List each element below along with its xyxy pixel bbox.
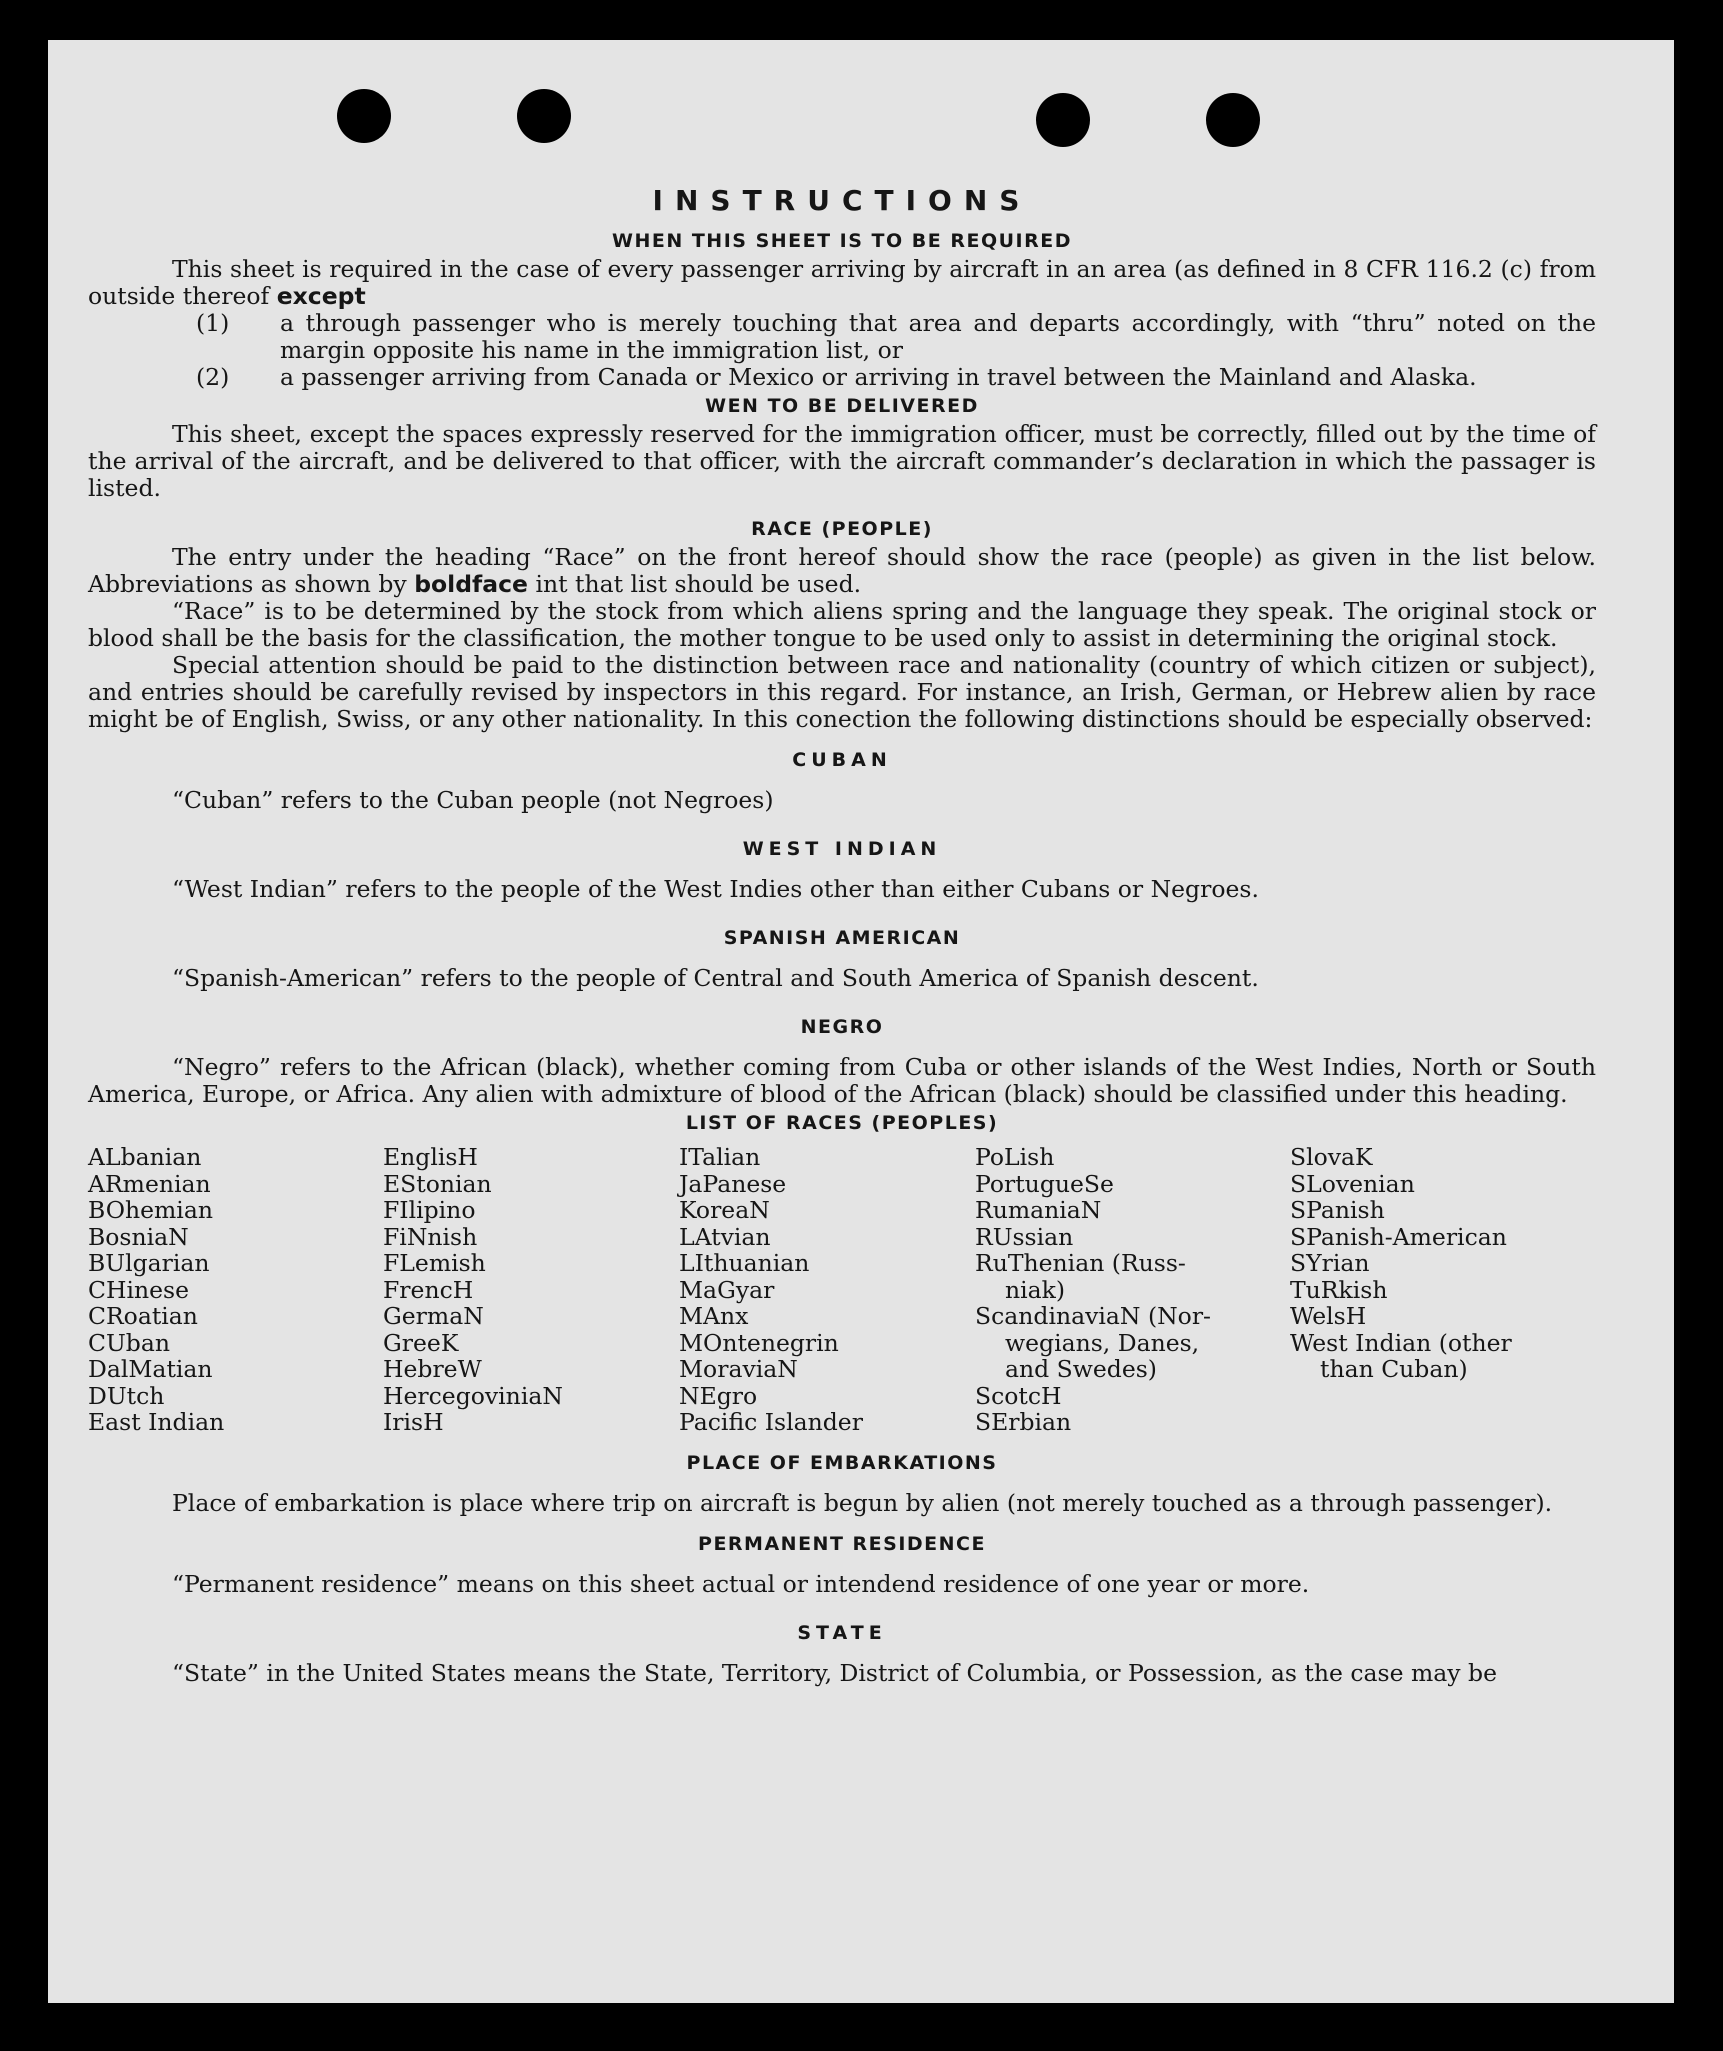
race-entry: EnglisH xyxy=(383,1143,478,1171)
race-entry: GreeK xyxy=(383,1328,459,1357)
race-entry: MAnx xyxy=(679,1302,749,1330)
west-indian-text: “West Indian” refers to the people of the West Indies other than either Cubans or Negroes. xyxy=(172,875,1259,903)
race-entry: PoLish xyxy=(975,1143,1055,1171)
race-entry: MOntenegrin xyxy=(679,1328,839,1357)
race-entry: niak) xyxy=(1005,1275,1066,1304)
races-column xyxy=(383,1144,679,1436)
race-entry: SPanish-American xyxy=(1290,1222,1507,1251)
race-entry: HebreW xyxy=(383,1355,482,1383)
race-entry: GermaN xyxy=(383,1302,484,1330)
race-paragraph: Special attention should be paid to the distinction between race and nationality (country of which citizen or subject), and entries should be carefully revised by inspectors in this regard. For instance, an Irish, German, or Hebrew alien by race might be of English, Swiss, or any other nationality. In this conection the following distinctions should be especially observed: xyxy=(88,651,1596,733)
race-entry: BOhemian xyxy=(88,1196,213,1224)
state-text: “State” in the United States means the State, Territory, District of Columbia, or Possession, as the case may be xyxy=(172,1658,1497,1687)
heading-embarkation: PLACE OF EMBARKATIONS xyxy=(686,1451,998,1474)
punch-hole xyxy=(337,89,391,143)
heading-cuban: CUBAN xyxy=(792,749,892,771)
bold-except: except xyxy=(276,282,366,310)
race-entry: and Swedes) xyxy=(1005,1355,1157,1383)
race-entry: LAtvian xyxy=(679,1222,771,1251)
race-entry: ARmenian xyxy=(88,1169,211,1198)
race-entry: FLemish xyxy=(383,1249,486,1277)
embarkation-text: Place of embarkation is place where trip on aircraft is begun by alien (not merely touched as a through passenger). xyxy=(172,1488,1553,1517)
heading-spanish-american: SPANISH AMERICAN xyxy=(723,927,961,949)
race-entry: wegians, Danes, xyxy=(1005,1328,1200,1357)
heading-when-delivered: WEN TO BE DELIVERED xyxy=(705,395,979,417)
race-entry: FIlipino xyxy=(383,1196,476,1224)
race-entry: BosniaN xyxy=(88,1222,189,1251)
race-entry: ALbanian xyxy=(88,1143,202,1171)
race-entry: CHinese xyxy=(88,1275,189,1304)
race-entry: KoreaN xyxy=(679,1196,770,1224)
heading-list-of-races: LIST OF RACES (PEOPLES) xyxy=(685,1112,999,1134)
heading-permanent-residence: PERMANENT RESIDENCE xyxy=(698,1532,986,1555)
race-entry: East Indian xyxy=(88,1408,225,1436)
list-item: (1) a through passenger who is merely touching that area and departs accordingly, with “thru” noted on the margin opposite his name in the immigration list, or xyxy=(196,309,1596,364)
race-entry: WelsH xyxy=(1290,1302,1367,1330)
race-entry: DUtch xyxy=(88,1381,165,1410)
when-delivered-text: This sheet, except the spaces expressly reserved for the immigration officer, must be correctly, filled out by the time of the arrival of the aircraft, and be delivered to that officer, with the aircraft commander’s declaration in which the passager is listed. xyxy=(88,420,1596,502)
permanent-residence-text: “Permanent residence” means on this sheet actual or intendend residence of one year or more. xyxy=(172,1569,1310,1598)
races-column xyxy=(679,1144,975,1436)
heading-negro: NEGRO xyxy=(800,1016,884,1038)
punch-hole xyxy=(517,89,571,143)
heading-race: RACE (PEOPLE) xyxy=(751,518,933,540)
punch-hole xyxy=(1036,93,1090,147)
races-column xyxy=(88,1144,383,1436)
race-entry: EStonian xyxy=(383,1169,492,1198)
negro-text: “Negro” refers to the African (black), whether coming from Cuba or other islands of the West Indies, North or South America, Europe, or Africa. Any alien with admixture of blood of the African (black) should be classified under this heading. xyxy=(88,1053,1596,1108)
race-entry: than Cuban) xyxy=(1320,1355,1468,1383)
race-entry: Pacific Islander xyxy=(679,1408,863,1436)
race-entry: FiNnish xyxy=(383,1222,478,1251)
race-entry: SPanish xyxy=(1290,1196,1385,1224)
race-entry: DalMatian xyxy=(88,1355,213,1383)
heading-state: STATE xyxy=(797,1621,887,1644)
race-entry: ScandinaviaN (Nor- xyxy=(975,1302,1211,1330)
race-entry: MoraviaN xyxy=(679,1355,798,1383)
race-entry: RuThenian (Russ- xyxy=(975,1249,1186,1277)
races-list xyxy=(88,1144,1596,1436)
punch-hole xyxy=(1206,93,1260,147)
spanish-american-text: “Spanish-American” refers to the people of Central and South America of Spanish descent. xyxy=(172,964,1259,992)
race-entry: IrisH xyxy=(383,1408,444,1436)
race-entry: SLovenian xyxy=(1290,1169,1415,1198)
race-entry: MaGyar xyxy=(679,1275,775,1304)
document-page xyxy=(48,40,1674,2003)
heading-when-required: WHEN THIS SHEET IS TO BE REQUIRED xyxy=(611,230,1072,252)
race-entry: West Indian (other xyxy=(1290,1328,1512,1357)
race-entry: RumaniaN xyxy=(975,1196,1102,1224)
race-entry: NEgro xyxy=(679,1381,758,1410)
race-entry: RUssian xyxy=(975,1222,1074,1251)
race-entry: LIthuanian xyxy=(679,1249,810,1277)
race-entry: FrencH xyxy=(383,1275,474,1304)
races-column xyxy=(975,1144,1290,1436)
race-entry: PortugueSe xyxy=(975,1169,1114,1198)
heading-west-indian: WEST INDIAN xyxy=(742,838,942,860)
races-column xyxy=(1290,1144,1596,1436)
race-entry: TuRkish xyxy=(1290,1275,1388,1304)
document-body xyxy=(88,184,1596,1687)
cuban-text: “Cuban” refers to the Cuban people (not Negroes) xyxy=(172,786,774,814)
race-entry: CUban xyxy=(88,1328,170,1357)
race-paragraph: “Race” is to be determined by the stock from which aliens spring and the language they speak. The original stock or blood shall be the basis for the classification, the mother tongue to be used only to assist in determining the original stock. xyxy=(88,597,1596,652)
race-entry: CRoatian xyxy=(88,1302,198,1330)
race-entry: BUlgarian xyxy=(88,1249,210,1277)
document-title: INSTRUCTIONS xyxy=(652,184,1032,217)
when-required-intro: This sheet is required in the case of every passenger arriving by aircraft in an area (as defined in 8 CFR 116.2 (c) from outside thereof except xyxy=(88,255,1596,310)
race-entry: ScotcH xyxy=(975,1381,1062,1410)
race-entry: SYrian xyxy=(1290,1249,1370,1277)
race-paragraph: The entry under the heading “Race” on the front hereof should show the race (people) as given in the list below. Abbreviations as shown by boldface int that list should be used. xyxy=(88,543,1596,598)
race-entry: SErbian xyxy=(975,1408,1072,1436)
race-entry: HercegoviniaN xyxy=(383,1381,563,1410)
race-entry: SlovaK xyxy=(1290,1143,1373,1171)
race-entry: JaPanese xyxy=(679,1169,787,1198)
list-item: (2) a passenger arriving from Canada or Mexico or arriving in travel between the Mainland and Alaska. xyxy=(196,363,1477,391)
race-entry: ITalian xyxy=(679,1143,761,1171)
bold-boldface: boldface xyxy=(414,570,528,598)
